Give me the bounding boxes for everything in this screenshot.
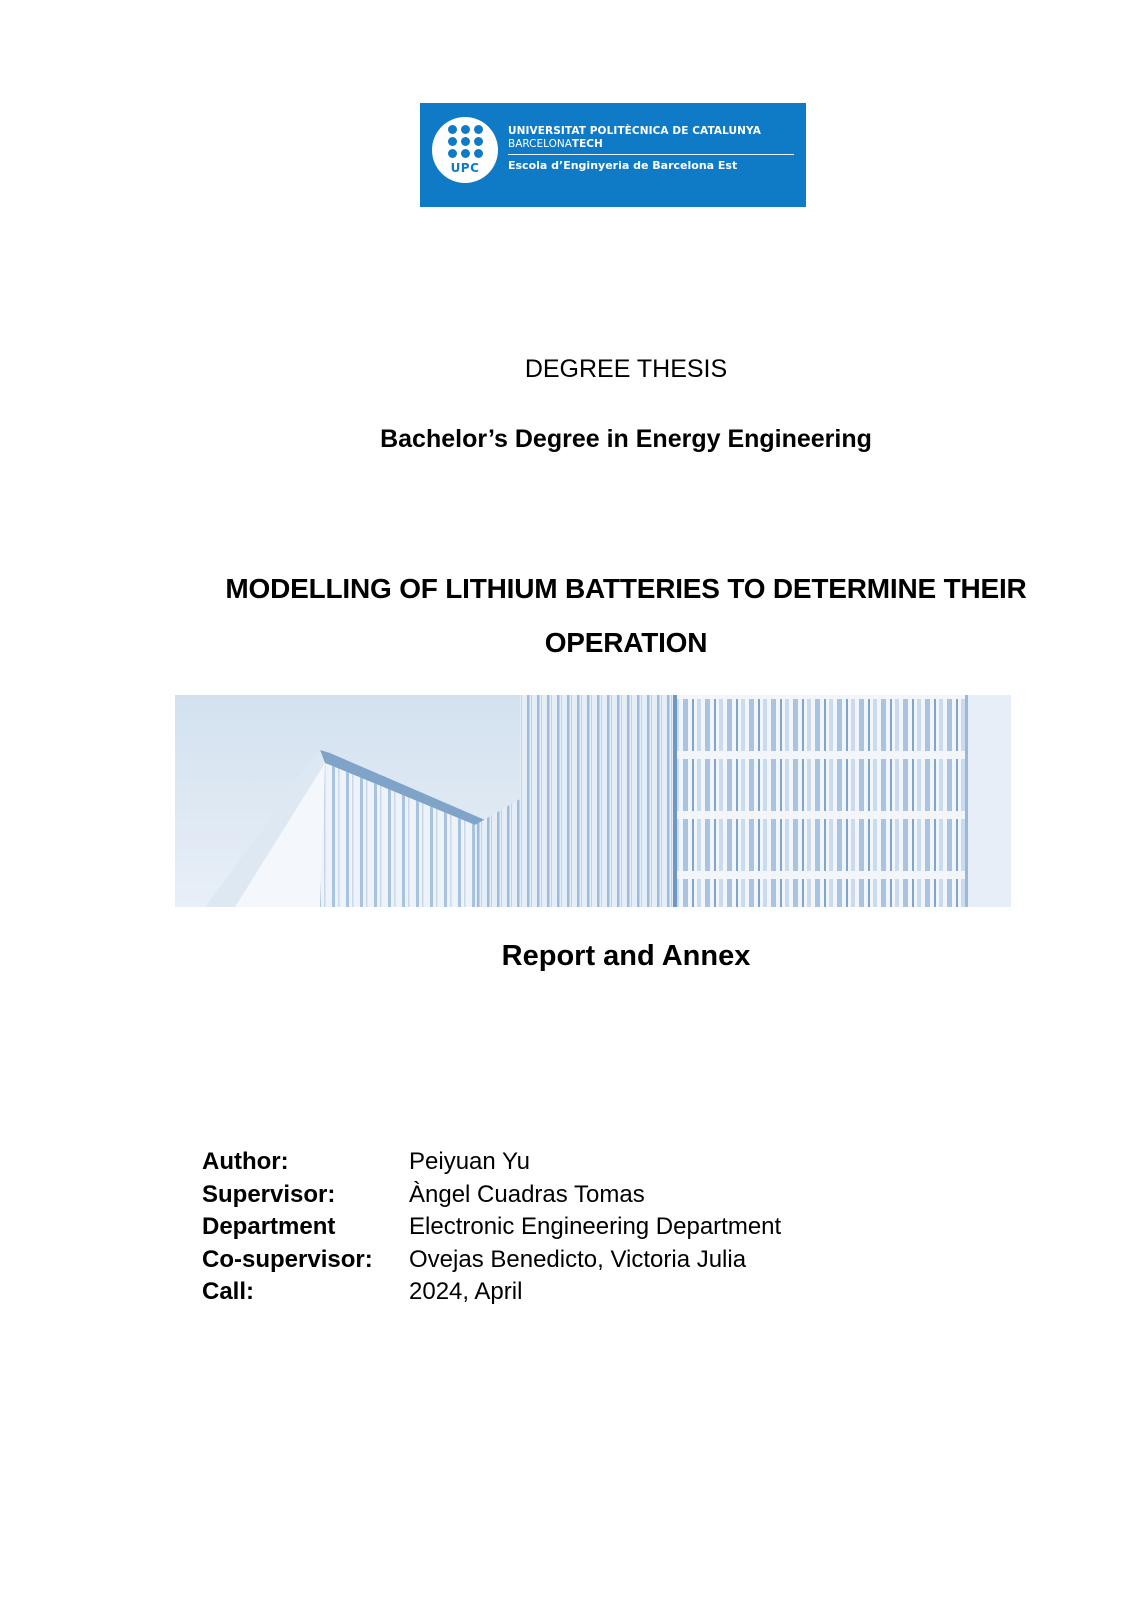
university-logo: [420, 103, 806, 207]
logo-school-name: Escola d’Enginyeria de Barcelona Est: [508, 159, 738, 172]
upc-emblem-icon: [432, 117, 498, 183]
detail-value: Peiyuan Yu: [409, 1148, 530, 1175]
detail-label: Call:: [202, 1278, 255, 1305]
detail-label: Author:: [202, 1148, 289, 1175]
degree-name: Bachelor’s Degree in Energy Engineering: [380, 425, 872, 453]
dot-grid-icon: [448, 125, 484, 159]
detail-label: Supervisor:: [202, 1180, 336, 1208]
logo-badge-text: UPC: [450, 161, 480, 175]
thesis-title: [60, 562, 1132, 670]
building-illustration: [175, 695, 1011, 907]
logo-university-name: UNIVERSITAT POLITÈCNICA DE CATALUNYA: [508, 125, 761, 137]
detail-value: Electronic Engineering Department: [409, 1213, 782, 1240]
thesis-title-line1: MODELLING OF LITHIUM BATTERIES TO DETERMINE THEIR: [225, 573, 1027, 604]
document-subtitle: Report and Annex: [501, 940, 751, 972]
thesis-title-line2: OPERATION: [544, 627, 708, 658]
document-type: DEGREE THESIS: [524, 355, 728, 383]
detail-value: 2024, April: [409, 1278, 523, 1305]
logo-divider: [508, 154, 794, 155]
detail-label: Co-supervisor:: [202, 1245, 373, 1273]
detail-value: Ovejas Benedicto, Victoria Julia: [409, 1245, 747, 1273]
detail-label: Department: [202, 1213, 336, 1240]
detail-value: Àngel Cuadras Tomas: [409, 1180, 645, 1208]
logo-campus-name: BARCELONATECH: [508, 138, 603, 150]
cover-building-image: [175, 695, 1011, 907]
